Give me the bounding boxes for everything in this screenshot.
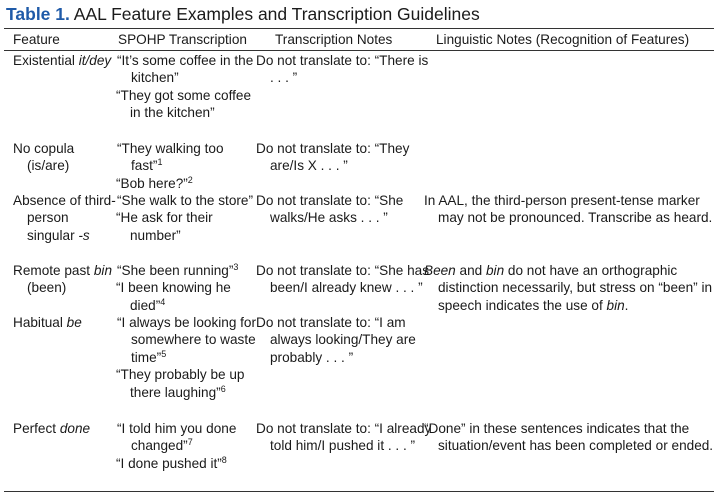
table-row-6-notes: Do not translate to: “I already told him/I pushed it . . . ”: [256, 421, 432, 454]
column-header-linguistic-notes: Linguistic Notes (Recognition of Features): [436, 32, 690, 47]
example-sentence: “I always be looking for somewhere to waste time”$^5$: [117, 315, 257, 365]
table-row-2-feature: No copula (is/are): [13, 141, 75, 174]
footnote-ref: 6: [220, 383, 226, 394]
bottom-rule: [4, 491, 714, 492]
table-row-2-notes: Do not translate to: “They are/Is X . . . ”: [256, 141, 410, 174]
table-number: Table 1.: [6, 4, 70, 24]
table-row-1-notes: Do not translate to: “There is . . . ”: [256, 53, 429, 86]
footnote-ref: 5: [161, 348, 167, 359]
top-rule: [4, 28, 714, 29]
table-caption: [6, 3, 480, 25]
column-header-transcription-notes: Transcription Notes: [275, 32, 393, 47]
table-row-5-feature: Habitual be: [13, 315, 82, 330]
column-header-transcription: SPOHP Transcription: [118, 32, 247, 47]
footnote-ref: 8: [221, 454, 227, 465]
footnote-ref: 4: [160, 296, 166, 307]
table-row-3-transcription: [117, 192, 257, 244]
header-rule: [4, 50, 714, 51]
table-title: AAL Feature Examples and Transcription Guidelines: [73, 4, 480, 24]
table-row-5-transcription: [117, 314, 257, 401]
table-row-2-transcription: [117, 140, 257, 192]
table-row-4-linguistic: Been and bin do not have an orthographic distinction necessarily, but stress on “been” in speech indicates the use of bin.: [424, 263, 713, 313]
example-sentence: “She walk to the store”: [117, 193, 253, 208]
column-header-feature: Feature: [13, 32, 60, 47]
table-row-3-linguistic: In AAL, the third-person present-tense marker may not be pronounced. Transcribe as heard.: [424, 193, 713, 226]
example-sentence: “They probably be up there laughing”$^6$: [116, 367, 245, 400]
table-row-5-notes: Do not translate to: “I am always looking/They are probably . . . ”: [256, 315, 416, 365]
table-row-6-transcription: [117, 420, 257, 472]
table-row-6-linguistic: “Done” in these sentences indicates that the situation/event has been completed or ended.: [424, 421, 714, 454]
footnote-ref: 7: [187, 437, 193, 448]
table-row-1-feature: Existential it/dey: [13, 53, 112, 68]
footnote-ref: 3: [233, 262, 239, 272]
example-sentence: “Bob here?”$^2$: [116, 174, 193, 191]
table-row-4-feature: Remote past bin (been): [13, 263, 112, 296]
example-sentence: “They got some coffee in the kitchen”: [116, 87, 252, 121]
example-sentence: “She been running”$^3$: [117, 262, 239, 278]
table-row-1-transcription: [117, 52, 257, 122]
example-sentence: “He ask for their number”: [116, 210, 213, 243]
footnote-ref: 2: [187, 174, 193, 185]
table-row-4-notes: Do not translate to: “She has been/I already knew . . . ”: [256, 263, 430, 296]
example-sentence: “I been knowing he died”$^4$: [116, 280, 231, 313]
example-sentence: “It’s some coffee in the kitchen”: [117, 53, 254, 86]
table-row-3-notes: Do not translate to: “She walks/He asks . . . ”: [256, 193, 404, 226]
table-row-4-transcription: [117, 262, 257, 314]
table-row-3-feature: Absence of third-person singular -s: [13, 193, 116, 243]
example-sentence: “I told him you done changed”$^7$: [117, 421, 237, 454]
footnote-ref: 1: [157, 157, 163, 168]
table-row-6-feature: Perfect done: [13, 421, 91, 436]
example-sentence: “They walking too fast”$^1$: [117, 141, 224, 174]
example-sentence: “I done pushed it”$^8$: [116, 454, 227, 471]
